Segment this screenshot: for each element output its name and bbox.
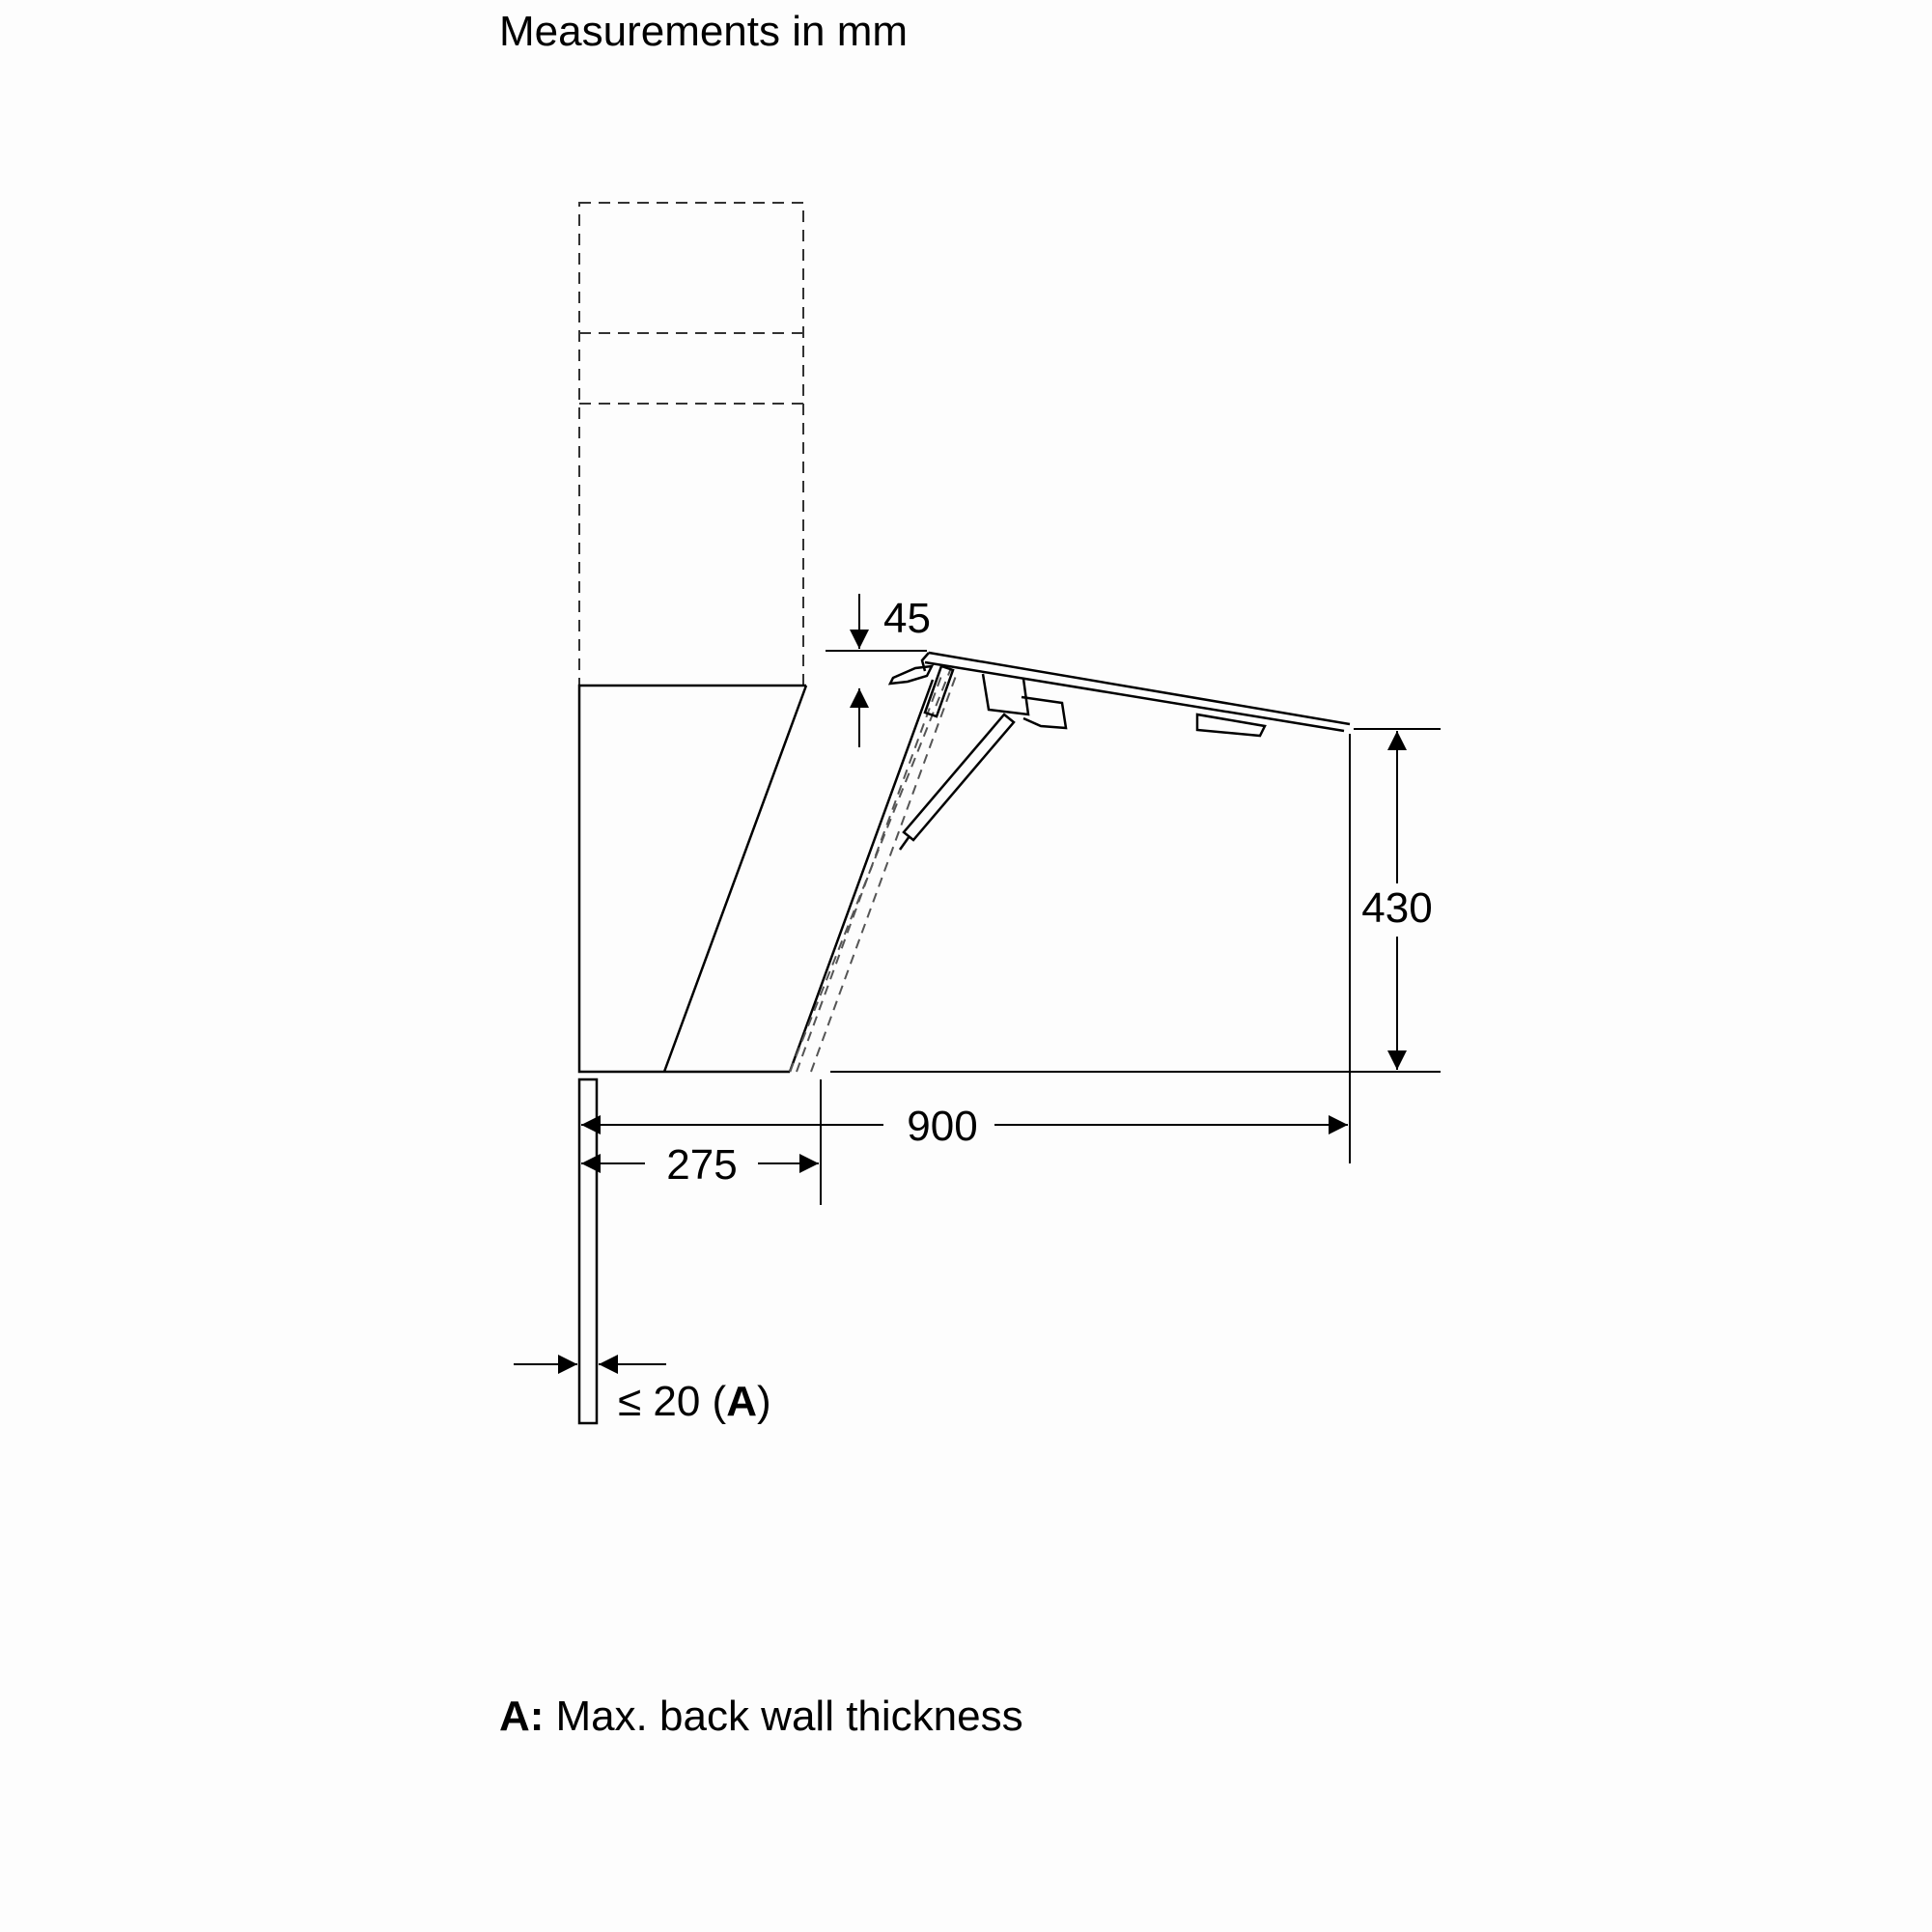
- measurements-title: Measurements in mm: [499, 8, 909, 55]
- dimension-900-label: 900: [907, 1103, 978, 1150]
- dimension-wall-thickness-label: ≤ 20 (A): [618, 1378, 771, 1425]
- legend-text: Max. back wall thickness: [555, 1693, 1023, 1740]
- back-wall: [579, 1079, 597, 1423]
- hinge-ghost-lines: [790, 668, 956, 1072]
- dimension-45-label: 45: [883, 595, 931, 642]
- legend-key: A:: [499, 1693, 545, 1740]
- hood-body: [579, 680, 933, 1072]
- dimension-430-label: 430: [1361, 884, 1433, 932]
- open-front-panel: [890, 653, 1350, 850]
- legend-note: [499, 1693, 1023, 1741]
- dimension-430: [830, 729, 1441, 1163]
- dimension-275-label: 275: [666, 1141, 738, 1189]
- chimney-outline: [579, 203, 803, 686]
